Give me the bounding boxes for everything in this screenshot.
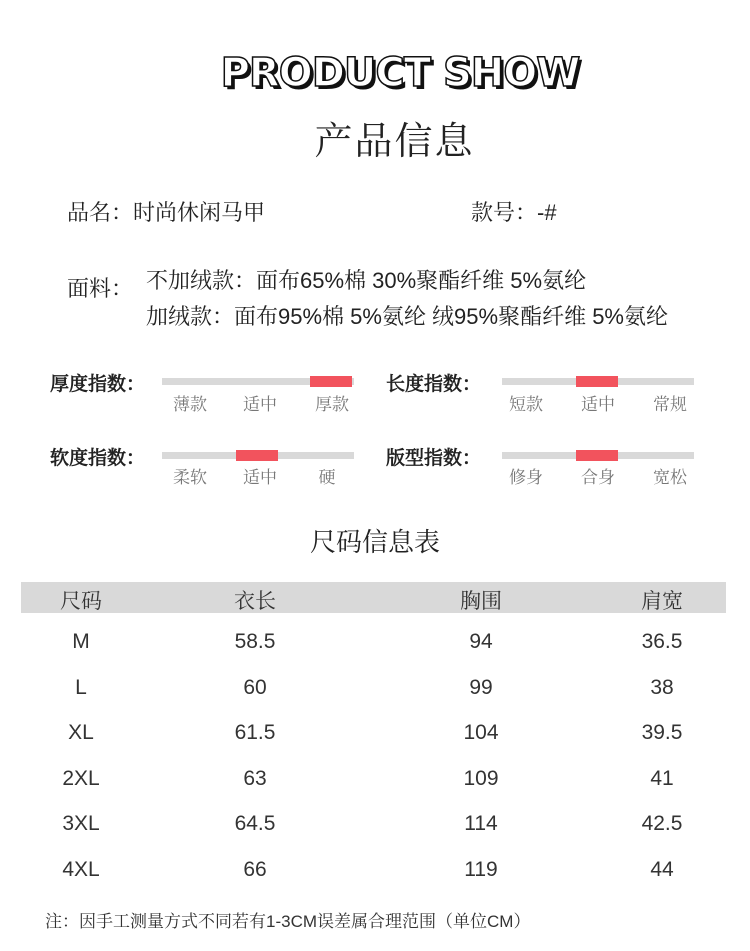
cell-shoulder: 36.5 [641,630,683,653]
cell-shoulder: 44 [650,858,674,881]
table-row [21,676,726,704]
fit-tick-fitted: 合身 [581,468,615,487]
cell-shoulder: 39.5 [641,721,683,744]
thickness-tick-medium: 适中 [243,395,277,414]
cell-chest: 94 [469,630,493,653]
cell-size: 2XL [62,767,100,790]
cell-length: 64.5 [234,812,276,835]
product-name-value: 时尚休闲马甲 [133,200,266,225]
thickness-index-track [162,378,354,385]
cell-size: L [75,676,87,699]
cell-size: 4XL [62,858,100,881]
thickness-index-marker [310,376,352,387]
cell-chest: 109 [463,767,499,790]
thickness-tick-thin: 薄款 [173,395,207,414]
fit-index-label: 版型指数： [386,448,482,469]
cell-size: 3XL [62,812,100,835]
header-length: 衣长 [234,590,276,613]
cell-chest: 99 [469,676,493,699]
cell-length: 61.5 [234,721,276,744]
thickness-index-label: 厚度指数： [50,374,146,395]
fabric-label: 面料： [67,276,134,301]
softness-tick-medium: 适中 [243,468,277,487]
softness-tick-soft: 柔软 [173,468,207,487]
size-table-body [21,630,726,900]
product-model-label: 款号： [471,200,538,225]
product-info-subtitle: 产品信息 [314,121,475,163]
fit-index-marker [576,450,618,461]
cell-length: 58.5 [234,630,276,653]
length-tick-regular: 常规 [653,395,687,414]
table-row [21,767,726,795]
fabric-line-1: 不加绒款：面布65%棉 30%聚酯纤维 5%氨纶 [146,268,587,293]
product-name [67,196,265,227]
cell-length: 63 [243,767,267,790]
length-index-label: 长度指数： [386,374,482,395]
softness-tick-hard: 硬 [318,468,336,487]
size-table-header [21,582,726,613]
fit-index-track [502,452,694,459]
softness-index-label: 软度指数： [50,448,146,469]
cell-size: M [72,630,90,653]
product-model-value: -# [537,200,557,225]
thickness-tick-thick: 厚款 [315,395,349,414]
table-row [21,630,726,658]
table-row [21,721,726,749]
length-index-marker [576,376,618,387]
length-tick-medium: 适中 [581,395,615,414]
cell-shoulder: 38 [650,676,674,699]
header-chest: 胸围 [460,590,502,613]
softness-index-marker [236,450,278,461]
cell-shoulder: 41 [650,767,674,790]
cell-chest: 114 [464,812,498,835]
header-shoulder: 肩宽 [641,590,683,613]
cell-size: XL [68,721,94,744]
product-name-label: 品名： [67,200,134,225]
cell-chest: 104 [463,721,499,744]
fit-tick-slim: 修身 [509,468,543,487]
product-model [471,196,557,227]
table-row [21,812,726,840]
fabric-line-2: 加绒款：面布95%棉 5%氨纶 绒95%聚酯纤维 5%氨纶 [146,304,668,329]
cell-length: 60 [243,676,267,699]
cell-chest: 119 [464,858,498,881]
length-tick-short: 短款 [509,395,543,414]
cell-shoulder: 42.5 [641,812,683,835]
measurement-note: 注：因手工测量方式不同若有1-3CM误差属合理范围（单位CM） [45,912,531,931]
length-index-track [502,378,694,385]
fit-tick-loose: 宽松 [653,468,687,487]
size-table-title: 尺码信息表 [309,527,440,557]
table-row [21,858,726,886]
header-size: 尺码 [60,590,102,613]
product-show-title: PRODUCT SHOW [220,50,580,96]
softness-index-track [162,452,354,459]
cell-length: 66 [243,858,267,881]
